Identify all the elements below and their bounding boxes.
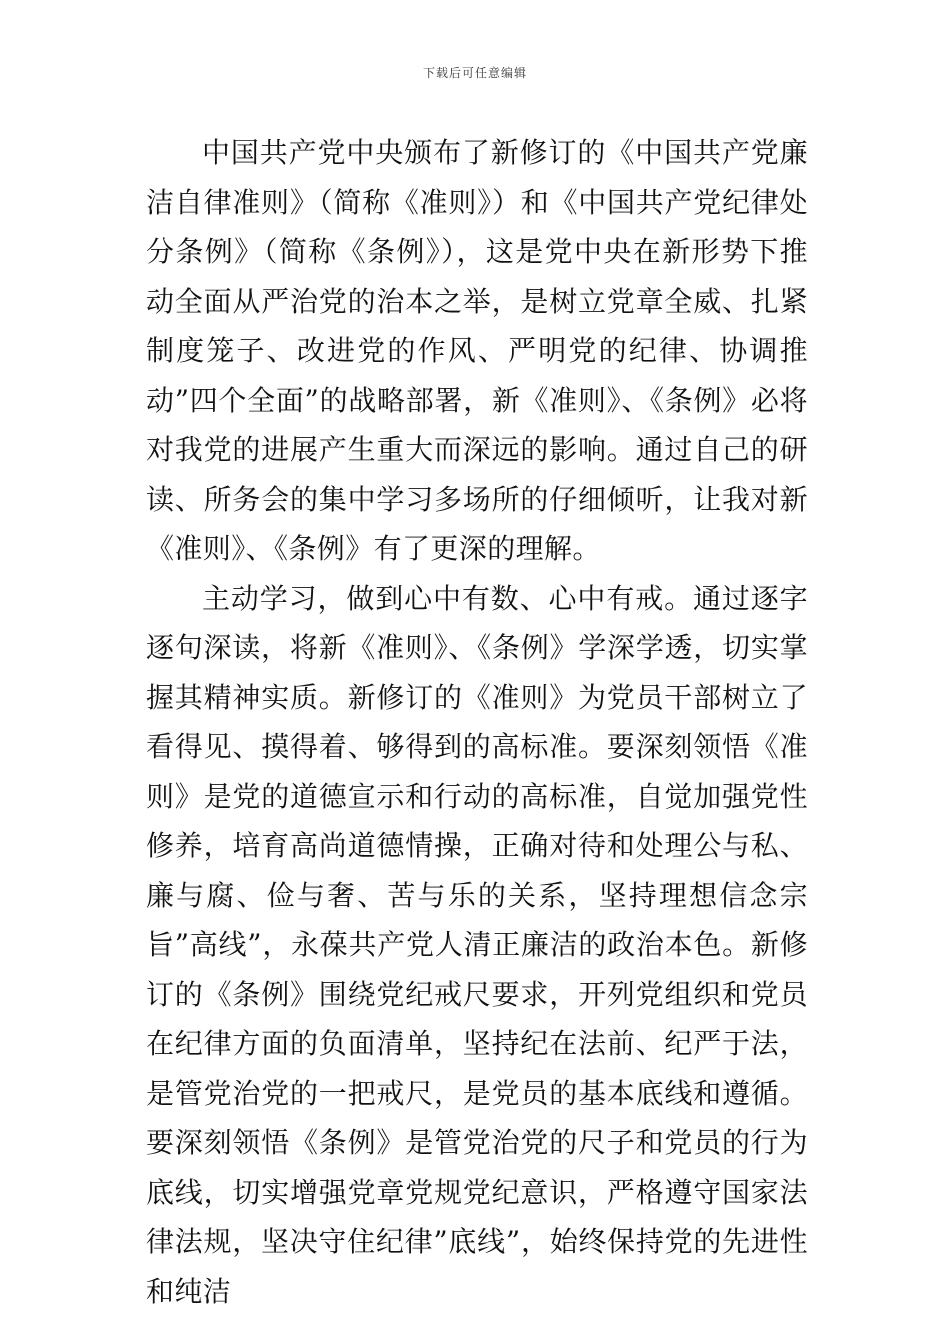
- paragraph-2: 主动学习，做到心中有数、心中有戒。通过逐字逐句深读，将新《准则》、《条例》学深学透，切实掌握其精神实质。新修订的《准则》为党员干部树立了看得见、摸得着、够得到的高标准。要深刻领悟《准则》是党的道德宣示和行动的高标准，自觉加强党性修养，培育高尚道德情操，正确对待和处理公与私、廉与腐、俭与奢、苦与乐的关系，坚持理想信念宗旨”高线”，永葆共产党人清正廉洁的政治本色。新修订的《条例》围绕党纪戒尺要求，开列党组织和党员在纪律方面的负面清单，坚持纪在法前、纪严于法，是管党治党的一把戒尺，是党员的基本底线和遵循。要深刻领悟《条例》是管党治党的尺子和党员的行为底线，切实增强党章党规党纪意识，严格遵守国家法律法规，坚决守住纪律”底线”，始终保持党的先进性和纯洁: [146, 581, 808, 1308]
- paragraph-1: 中国共产党中央颁布了新修订的《中国共产党廉洁自律准则》（简称《准则》）和《中国共产党纪律处分条例》（简称《条例》），这是党中央在新形势下推动全面从严治党的治本之举，是树立党章全威、扎紧制度笼子、改进党的作风、严明党的纪律、协调推动”四个全面”的战略部署，新《准则》、《条例》必将对我党的进展产生重大而深远的影响。通过自己的研读、所务会的集中学习多场所的仔细倾听，让我对新《准则》、《条例》有了更深的理解。: [146, 136, 808, 565]
- page-header: 下载后可任意编辑: [422, 66, 527, 80]
- document-body: [146, 128, 808, 1316]
